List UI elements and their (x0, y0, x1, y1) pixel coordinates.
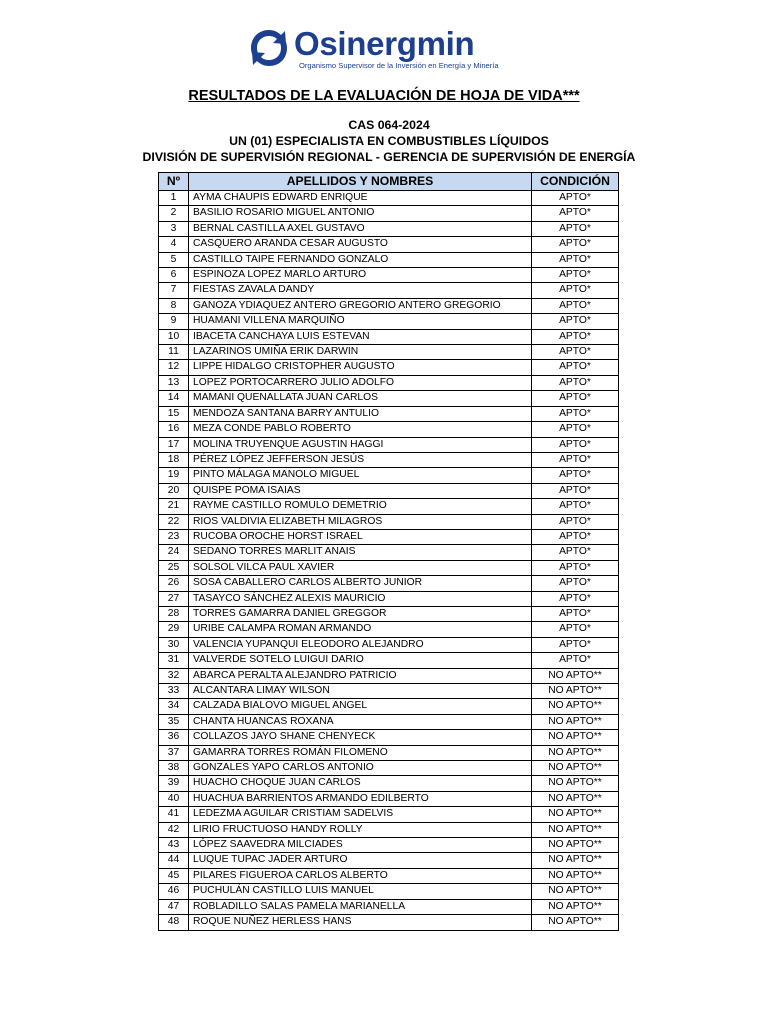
row-number: 34 (159, 699, 189, 714)
table-row (159, 329, 619, 344)
table-row (159, 853, 619, 868)
table-row (159, 391, 619, 406)
applicant-name: HUACHO CHOQUE JUAN CARLOS (189, 776, 532, 791)
document-title-text: RESULTADOS DE LA EVALUACIÓN DE HOJA DE VIDA*** (188, 88, 580, 104)
table-row (159, 791, 619, 806)
applicant-condition: APTO* (532, 237, 619, 252)
header-number: Nº (159, 173, 189, 191)
row-number: 36 (159, 730, 189, 745)
table-row (159, 499, 619, 514)
table-row (159, 591, 619, 606)
results-table (158, 172, 619, 931)
applicant-condition: APTO* (532, 406, 619, 421)
table-row (159, 822, 619, 837)
row-number: 12 (159, 360, 189, 375)
osinergmin-logo-icon (246, 26, 292, 70)
applicant-condition: NO APTO** (532, 915, 619, 930)
table-row (159, 730, 619, 745)
applicant-name: HUAMANI VILLENA MARQUIÑO (189, 314, 532, 329)
row-number: 13 (159, 375, 189, 390)
applicant-name: BASILIO ROSARIO MIGUEL ANTONIO (189, 206, 532, 221)
applicant-condition: NO APTO** (532, 807, 619, 822)
row-number: 14 (159, 391, 189, 406)
applicant-condition: NO APTO** (532, 868, 619, 883)
applicant-condition: APTO* (532, 268, 619, 283)
table-row (159, 206, 619, 221)
row-number: 2 (159, 206, 189, 221)
applicant-name: SOLSOL VILCA PAUL XAVIER (189, 560, 532, 575)
applicant-name: ROBLADILLO SALAS PAMELA MARIANELLA (189, 899, 532, 914)
applicant-condition: NO APTO** (532, 776, 619, 791)
applicant-name: MOLINA TRUYENQUE AGUSTIN HAGGI (189, 437, 532, 452)
applicant-condition: APTO* (532, 514, 619, 529)
applicant-condition: APTO* (532, 606, 619, 621)
applicant-condition: APTO* (532, 191, 619, 206)
applicant-name: COLLAZOS JAYO SHANE CHENYECK (189, 730, 532, 745)
applicant-name: ABARCA PERALTA ALEJANDRO PATRICIO (189, 668, 532, 683)
applicant-condition: NO APTO** (532, 730, 619, 745)
row-number: 48 (159, 915, 189, 930)
applicant-name: PÉREZ LÓPEZ JEFFERSON JESÚS (189, 452, 532, 467)
table-row (159, 252, 619, 267)
applicant-condition: NO APTO** (532, 884, 619, 899)
applicant-condition: APTO* (532, 375, 619, 390)
applicant-name: RAYME CASTILLO ROMULO DEMETRIO (189, 499, 532, 514)
applicant-condition: NO APTO** (532, 838, 619, 853)
row-number: 15 (159, 406, 189, 421)
row-number: 44 (159, 853, 189, 868)
applicant-condition: APTO* (532, 545, 619, 560)
table-row (159, 684, 619, 699)
row-number: 43 (159, 838, 189, 853)
header-condition: CONDICIÓN (532, 173, 619, 191)
row-number: 40 (159, 791, 189, 806)
applicant-name: BERNAL CASTILLA AXEL GUSTAVO (189, 221, 532, 236)
row-number: 3 (159, 221, 189, 236)
position-name: UN (01) ESPECIALISTA EN COMBUSTIBLES LÍQUIDOS (229, 134, 549, 148)
applicant-name: HUACHUA BARRIENTOS ARMANDO EDILBERTO (189, 791, 532, 806)
applicant-condition: APTO* (532, 252, 619, 267)
row-number: 46 (159, 884, 189, 899)
row-number: 5 (159, 252, 189, 267)
applicant-name: CALZADA BIALOVO MIGUEL ANGEL (189, 699, 532, 714)
table-row (159, 884, 619, 899)
applicant-condition: APTO* (532, 637, 619, 652)
applicant-condition: APTO* (532, 391, 619, 406)
row-number: 41 (159, 807, 189, 822)
applicant-condition: APTO* (532, 283, 619, 298)
table-row (159, 915, 619, 930)
osinergmin-logo (246, 24, 508, 74)
applicant-name: LÓPEZ SAAVEDRA MILCIADES (189, 838, 532, 853)
applicant-condition: APTO* (532, 314, 619, 329)
applicant-condition: APTO* (532, 529, 619, 544)
applicant-condition: APTO* (532, 591, 619, 606)
table-row (159, 452, 619, 467)
table-row (159, 807, 619, 822)
applicant-name: QUISPE POMA ISAIAS (189, 483, 532, 498)
applicant-condition: APTO* (532, 360, 619, 375)
row-number: 32 (159, 668, 189, 683)
row-number: 9 (159, 314, 189, 329)
table-row (159, 221, 619, 236)
applicant-condition: APTO* (532, 653, 619, 668)
applicant-condition: APTO* (532, 452, 619, 467)
applicant-name: TASAYCO SÁNCHEZ ALEXIS MAURICIO (189, 591, 532, 606)
document-title (0, 86, 768, 106)
table-row (159, 899, 619, 914)
applicant-condition: APTO* (532, 468, 619, 483)
row-number: 21 (159, 499, 189, 514)
table-row (159, 191, 619, 206)
table-row (159, 606, 619, 621)
table-row (159, 622, 619, 637)
applicant-name: LIRIO FRUCTUOSO HANDY ROLLY (189, 822, 532, 837)
row-number: 37 (159, 745, 189, 760)
applicant-condition: NO APTO** (532, 853, 619, 868)
table-row (159, 529, 619, 544)
row-number: 26 (159, 576, 189, 591)
table-row (159, 360, 619, 375)
table-row (159, 714, 619, 729)
table-row (159, 653, 619, 668)
applicant-name: GONZALES YAPO CARLOS ANTONIO (189, 761, 532, 776)
row-number: 25 (159, 560, 189, 575)
row-number: 31 (159, 653, 189, 668)
applicant-name: PUCHULÁN CASTILLO LUIS MANUEL (189, 884, 532, 899)
applicant-name: GANOZA YDIAQUEZ ANTERO GREGORIO ANTERO GREGORIO (189, 298, 532, 313)
applicant-condition: APTO* (532, 560, 619, 575)
table-row (159, 237, 619, 252)
table-row (159, 375, 619, 390)
row-number: 20 (159, 483, 189, 498)
applicant-name: PINTO MÁLAGA MANOLO MIGUEL (189, 468, 532, 483)
applicant-condition: APTO* (532, 345, 619, 360)
table-row (159, 514, 619, 529)
brand-name: Osinergmin (294, 25, 475, 62)
applicant-condition: APTO* (532, 206, 619, 221)
applicant-name: LAZARINOS UMIÑA ERIK DARWIN (189, 345, 532, 360)
row-number: 8 (159, 298, 189, 313)
applicant-condition: NO APTO** (532, 668, 619, 683)
brand-tagline: Organismo Supervisor de la Inversión en Energía y Minería (299, 61, 499, 70)
applicant-condition: NO APTO** (532, 745, 619, 760)
applicant-condition: APTO* (532, 329, 619, 344)
applicant-name: CHANTA HUANCAS ROXANA (189, 714, 532, 729)
applicant-name: MEZA CONDE PABLO ROBERTO (189, 422, 532, 437)
row-number: 33 (159, 684, 189, 699)
applicant-name: GAMARRA TORRES ROMÁN FILOMENO (189, 745, 532, 760)
table-row (159, 868, 619, 883)
row-number: 29 (159, 622, 189, 637)
applicant-name: PILARES FIGUEROA CARLOS ALBERTO (189, 868, 532, 883)
row-number: 11 (159, 345, 189, 360)
applicant-name: MENDOZA SANTANA BARRY ANTULIO (189, 406, 532, 421)
table-header-row (159, 173, 619, 191)
applicant-name: LEDEZMA AGUILAR CRISTIAM SADELVIS (189, 807, 532, 822)
header-names: APELLIDOS Y NOMBRES (189, 173, 532, 191)
table-row (159, 268, 619, 283)
applicant-condition: APTO* (532, 422, 619, 437)
table-row (159, 298, 619, 313)
applicant-name: LUQUE TUPAC JADER ARTURO (189, 853, 532, 868)
table-row (159, 422, 619, 437)
applicant-name: TORRES GAMARRA DANIEL GREGGOR (189, 606, 532, 621)
applicant-name: IBACETA CANCHAYA LUIS ESTEVAN (189, 329, 532, 344)
division-name: DIVISIÓN DE SUPERVISIÓN REGIONAL - GERENCIA DE SUPERVISIÓN DE ENERGÍA (142, 150, 636, 164)
row-number: 27 (159, 591, 189, 606)
applicant-condition: APTO* (532, 221, 619, 236)
row-number: 30 (159, 637, 189, 652)
row-number: 17 (159, 437, 189, 452)
table-row (159, 761, 619, 776)
table-row (159, 576, 619, 591)
row-number: 23 (159, 529, 189, 544)
row-number: 42 (159, 822, 189, 837)
row-number: 47 (159, 899, 189, 914)
row-number: 1 (159, 191, 189, 206)
table-row (159, 345, 619, 360)
applicant-name: SOSA CABALLERO CARLOS ALBERTO JUNIOR (189, 576, 532, 591)
table-row (159, 468, 619, 483)
applicant-name: ALCANTARA LIMAY WILSON (189, 684, 532, 699)
row-number: 6 (159, 268, 189, 283)
applicant-condition: NO APTO** (532, 761, 619, 776)
table-row (159, 283, 619, 298)
row-number: 24 (159, 545, 189, 560)
applicant-condition: APTO* (532, 622, 619, 637)
table-row (159, 668, 619, 683)
applicant-name: MAMANI QUENALLATA JUAN CARLOS (189, 391, 532, 406)
applicant-name: ESPINOZA LOPEZ MARLO ARTURO (189, 268, 532, 283)
row-number: 4 (159, 237, 189, 252)
applicant-condition: NO APTO** (532, 899, 619, 914)
row-number: 22 (159, 514, 189, 529)
applicant-condition: NO APTO** (532, 822, 619, 837)
applicant-condition: NO APTO** (532, 684, 619, 699)
table-row (159, 776, 619, 791)
row-number: 7 (159, 283, 189, 298)
table-row (159, 545, 619, 560)
row-number: 28 (159, 606, 189, 621)
applicant-condition: APTO* (532, 576, 619, 591)
applicant-name: LIPPE HIDALGO CRISTOPHER AUGUSTO (189, 360, 532, 375)
applicant-name: CASTILLO TAIPE FERNANDO GONZALO (189, 252, 532, 267)
applicant-condition: APTO* (532, 298, 619, 313)
table-row (159, 637, 619, 652)
row-number: 39 (159, 776, 189, 791)
row-number: 16 (159, 422, 189, 437)
applicant-name: VALVERDE SOTELO LUIGUI DARIO (189, 653, 532, 668)
table-row (159, 838, 619, 853)
applicant-name: AYMA CHAUPIS EDWARD ENRIQUE (189, 191, 532, 206)
applicant-name: SEDANO TORRES MARLIT ANAIS (189, 545, 532, 560)
applicant-condition: NO APTO** (532, 791, 619, 806)
applicant-condition: APTO* (532, 437, 619, 452)
table-row (159, 560, 619, 575)
row-number: 19 (159, 468, 189, 483)
row-number: 18 (159, 452, 189, 467)
row-number: 45 (159, 868, 189, 883)
applicant-condition: APTO* (532, 483, 619, 498)
table-row (159, 699, 619, 714)
applicant-name: FIESTAS ZAVALA DANDY (189, 283, 532, 298)
table-row (159, 745, 619, 760)
applicant-name: RIOS VALDIVIA ELIZABETH MILAGROS (189, 514, 532, 529)
applicant-name: ROQUE NUÑEZ HERLESS HANS (189, 915, 532, 930)
row-number: 38 (159, 761, 189, 776)
table-row (159, 406, 619, 421)
applicant-condition: APTO* (532, 499, 619, 514)
table-row (159, 437, 619, 452)
row-number: 10 (159, 329, 189, 344)
applicant-condition: NO APTO** (532, 699, 619, 714)
applicant-name: VALENCIA YUPANQUI ELEODORO ALEJANDRO (189, 637, 532, 652)
table-row (159, 314, 619, 329)
applicant-name: LOPEZ PORTOCARRERO JULIO ADOLFO (189, 375, 532, 390)
applicant-condition: NO APTO** (532, 714, 619, 729)
row-number: 35 (159, 714, 189, 729)
table-row (159, 483, 619, 498)
process-code: CAS 064-2024 (348, 118, 430, 132)
applicant-name: CASQUERO ARANDA CESAR AUGUSTO (189, 237, 532, 252)
applicant-name: URIBE CALAMPA ROMAN ARMANDO (189, 622, 532, 637)
applicant-name: RUCOBA OROCHE HORST ISRAEL (189, 529, 532, 544)
